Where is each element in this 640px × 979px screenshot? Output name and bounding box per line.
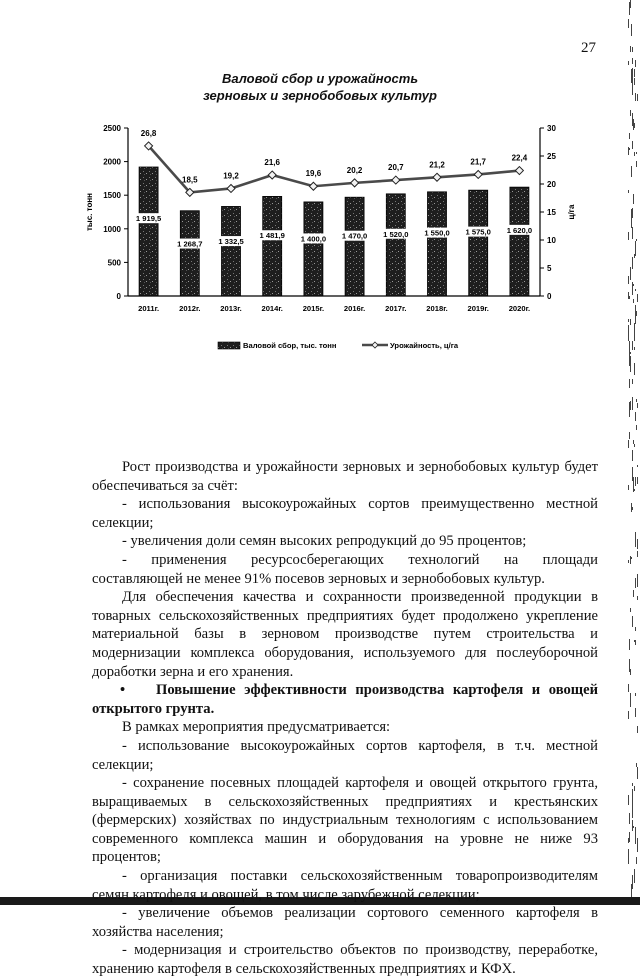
legend-line-marker	[372, 342, 378, 348]
left-tick-label: 500	[107, 258, 121, 268]
scan-noise	[635, 708, 636, 717]
bullet-icon: •	[120, 682, 126, 699]
scan-noise	[630, 110, 631, 116]
scan-noise	[630, 267, 631, 280]
scan-noise	[635, 305, 636, 320]
scan-noise	[628, 61, 629, 65]
right-tick-label: 15	[547, 208, 556, 217]
scan-noise	[630, 401, 631, 410]
scan-noise	[636, 311, 637, 316]
scan-noise	[636, 161, 637, 167]
word: технологий	[408, 551, 480, 568]
scan-noise	[635, 477, 636, 486]
scan-noise	[629, 296, 630, 299]
scan-noise	[632, 141, 633, 149]
word: ресурсосберегающих	[250, 551, 384, 568]
right-tick-label: 10	[547, 236, 556, 245]
scan-noise	[631, 26, 632, 36]
category-label: 2012г.	[179, 304, 201, 313]
scan-noise	[635, 578, 636, 583]
scan-noise	[632, 113, 633, 126]
yield-line	[149, 146, 520, 192]
right-axis-title: ц/га	[567, 204, 576, 220]
scan-noise	[628, 319, 629, 322]
category-label: 2011г.	[138, 304, 160, 313]
scan-noise	[630, 669, 631, 675]
scan-noise	[630, 352, 631, 354]
paragraph-potato-varieties: - использование высокоурожайных сортов картофеля, в т.ч. местной селекции;	[92, 737, 598, 773]
scan-noise	[637, 726, 638, 733]
scan-noise	[632, 227, 633, 239]
scan-noise	[632, 820, 633, 831]
yield-label: 22,4	[511, 153, 528, 163]
yield-label: 21,7	[470, 157, 486, 167]
scan-noise	[631, 219, 632, 228]
scan-noise	[629, 659, 630, 672]
word: площади	[542, 551, 598, 568]
scan-noise	[628, 560, 629, 563]
scan-noise	[632, 58, 633, 64]
scan-noise	[632, 616, 633, 627]
scan-noise	[632, 208, 633, 218]
scan-noise	[635, 627, 636, 631]
scan-noise	[629, 379, 630, 388]
scan-noise	[628, 440, 629, 448]
scan-noise	[636, 399, 637, 402]
word: на	[503, 551, 519, 568]
scan-noise	[634, 640, 635, 642]
scan-noise	[637, 403, 638, 408]
scan-noise	[636, 857, 637, 864]
paragraph-modernization: - модернизация и строительство объектов по производству, переработке, хранению картофеля в сельскохозяйственных предприятиях и КФХ.	[92, 942, 598, 978]
scan-noise	[637, 596, 638, 600]
yield-label: 18,5	[182, 175, 198, 185]
scan-noise	[632, 450, 633, 461]
scan-noise	[637, 539, 638, 543]
word: -	[122, 551, 127, 568]
scan-noise	[628, 485, 629, 490]
scan-noise	[632, 379, 633, 384]
bar	[345, 197, 364, 296]
yield-label: 19,6	[305, 169, 322, 179]
legend-bar-label: Валовой сбор, тыс. тонн	[243, 341, 337, 350]
bar	[304, 202, 323, 296]
left-tick-label: 1000	[103, 224, 121, 234]
left-axis-title: тыс. тонн	[85, 192, 94, 232]
chart-title	[0, 70, 640, 104]
bar-label: 1 481,9	[259, 231, 285, 241]
scan-noise	[637, 767, 638, 779]
yield-point	[268, 171, 276, 179]
scan-noise	[634, 123, 635, 128]
scan-noise	[633, 477, 634, 492]
page-number: 27	[581, 40, 596, 56]
scan-noise	[632, 467, 633, 481]
scan-noise	[633, 440, 634, 444]
category-label: 2018г.	[426, 304, 448, 313]
left-tick-label: 2000	[103, 157, 121, 167]
scan-noise	[629, 639, 630, 650]
section-heading-text: Повышение эффективности производства картофеля и овощей открытого грунта.	[92, 682, 598, 717]
right-tick-label: 20	[547, 180, 556, 189]
scan-noise	[631, 503, 632, 512]
scan-noise	[631, 166, 632, 177]
scan-noise	[632, 875, 633, 889]
section-heading-potato	[92, 681, 598, 718]
scan-noise	[628, 711, 629, 719]
scan-noise	[637, 551, 638, 557]
scan-noise	[630, 608, 631, 612]
scan-noise	[634, 152, 635, 156]
scan-noise	[632, 783, 633, 786]
category-label: 2013г.	[220, 304, 242, 313]
scan-noise	[628, 849, 629, 864]
yield-point	[309, 182, 317, 190]
right-tick-label: 25	[547, 152, 556, 161]
scan-edge-right	[626, 0, 640, 905]
category-label: 2015г.	[302, 304, 325, 313]
bar	[180, 211, 199, 296]
scan-edge-left	[0, 0, 6, 905]
scan-noise	[634, 869, 635, 883]
bar-label: 1 919,5	[135, 214, 162, 224]
scan-noise	[628, 333, 629, 341]
bar	[510, 187, 529, 296]
bar-label: 1 400,0	[300, 234, 327, 244]
paragraph-varieties: - использования высокоурожайных сортов преимущественно местной селекции;	[92, 496, 598, 531]
bar	[139, 167, 158, 296]
scan-noise	[635, 60, 636, 67]
paragraph-sales: - увеличение объемов реализации сортового семенного картофеля в хозяйства населения;	[92, 905, 598, 940]
scan-noise	[632, 341, 633, 350]
scan-noise	[637, 294, 638, 302]
yield-point	[474, 170, 482, 178]
paragraph-technologies-line1	[92, 551, 598, 570]
yield-label: 20,7	[388, 163, 404, 173]
scan-noise	[629, 402, 630, 417]
yield-point	[515, 167, 523, 175]
bar-label: 1 332,5	[218, 237, 244, 247]
bar-label: 1 620,0	[506, 225, 533, 235]
scan-noise	[635, 836, 636, 844]
paragraph-seeds: - увеличения доли семян высоких репродукций до 95 процентов;	[122, 533, 527, 550]
scan-noise	[633, 194, 634, 204]
paragraph-measures: В рамках мероприятия предусматривается:	[122, 719, 391, 736]
scan-noise	[630, 319, 631, 325]
scan-noise	[635, 241, 636, 256]
scan-noise	[630, 556, 631, 564]
scan-noise	[635, 693, 636, 696]
bar-label: 1 470,0	[341, 231, 368, 241]
scan-noise	[633, 119, 634, 130]
scan-noise	[629, 432, 630, 439]
scan-noise	[634, 254, 635, 258]
scan-noise	[632, 47, 633, 52]
scan-noise	[633, 826, 634, 828]
scan-noise	[634, 323, 635, 335]
category-label: 2017г.	[385, 304, 407, 313]
chart	[70, 110, 610, 440]
scan-noise	[635, 289, 636, 291]
scan-noise	[628, 292, 629, 299]
right-tick-label: 5	[547, 264, 552, 273]
paragraph-quality: Для обеспечения качества и сохранности произведенной продукции в товарных сельскохозяйственных предприятиях будет продолжено укрепление материальной базы в зерновом производстве путем строительства и модернизации комплекса оборудования, используемого для послеуборочной доработки зерна и его хранения.	[92, 589, 598, 680]
category-label: 2019г.	[467, 304, 489, 313]
scan-noise	[634, 347, 635, 350]
scan-noise	[628, 795, 629, 805]
scan-noise	[632, 282, 633, 295]
scan-noise	[629, 813, 630, 824]
scan-noise	[630, 693, 631, 707]
scan-noise	[631, 24, 632, 26]
bar	[263, 196, 282, 296]
scan-noise	[628, 190, 629, 193]
body-text	[92, 458, 598, 979]
scan-noise	[628, 19, 629, 28]
scan-noise	[632, 809, 633, 818]
left-tick-label: 0	[116, 292, 121, 301]
scan-noise	[629, 148, 630, 150]
scan-noise	[629, 2, 630, 15]
scan-noise	[633, 299, 634, 303]
yield-label: 21,2	[429, 160, 445, 170]
yield-label: 26,8	[140, 128, 157, 138]
right-tick-label: 0	[547, 292, 552, 301]
yield-label: 21,6	[264, 158, 280, 168]
bar-label: 1 575,0	[465, 227, 491, 237]
yield-point	[227, 184, 235, 192]
scan-noise	[635, 640, 636, 645]
scan-noise	[635, 827, 636, 836]
scan-noise	[632, 401, 633, 410]
scan-noise	[629, 133, 630, 139]
yield-label: 19,2	[223, 171, 239, 181]
scan-noise	[634, 363, 635, 375]
chart-title-line-2: зерновых и зернобобовых культур	[203, 88, 437, 103]
scan-noise	[630, 0, 631, 8]
scan-noise	[636, 152, 637, 154]
right-tick-label: 30	[547, 124, 556, 133]
paragraph-supply: - организация поставки сельскохозяйственным товаропроизводителям семян картофеля и овощей, в том числе зарубежной селекции;	[92, 868, 598, 903]
scan-noise	[634, 444, 635, 447]
scan-noise	[637, 838, 638, 852]
scan-noise	[633, 284, 634, 286]
bar	[469, 190, 488, 296]
legend-bar-swatch	[218, 342, 240, 349]
legend-line-label: Урожайность, ц/га	[390, 341, 459, 350]
scan-noise	[635, 412, 636, 421]
scan-noise	[636, 239, 637, 241]
scan-noise	[634, 489, 635, 491]
yield-label: 20,2	[346, 165, 363, 175]
scan-noise	[631, 884, 632, 897]
bar-label: 1 268,7	[177, 239, 203, 249]
yield-point	[392, 176, 400, 184]
chart-title-line-1: Валовой сбор и урожайность	[221, 71, 419, 86]
scan-noise	[634, 335, 635, 341]
scan-noise	[628, 276, 629, 284]
category-label: 2014г.	[261, 304, 283, 313]
scan-noise	[632, 789, 633, 799]
bar-label: 1 520,0	[383, 229, 409, 239]
paragraph-technologies-line2: составляющей не менее 91% посевов зерновых и зернобобовых культур.	[92, 570, 545, 587]
scan-noise	[628, 684, 629, 692]
bar	[222, 206, 241, 296]
scan-noise	[634, 786, 635, 791]
scan-noise	[628, 232, 629, 240]
scan-noise	[628, 838, 629, 843]
category-label: 2016г.	[343, 304, 366, 313]
scan-noise	[637, 477, 638, 484]
scan-noise	[637, 465, 638, 467]
scan-noise	[635, 532, 636, 547]
paragraph-areas: - сохранение посевных площадей картофеля и овощей открытого грунта, выращиваемых в сельскохозяйственных предприятиях и крестьянских (фермерских) хозяйствах по индустриальным технологиям с использованием современного комплекса машин и оборудования на уровне не ниже 93 процентов;	[92, 775, 598, 866]
scan-noise	[637, 574, 638, 587]
scan-noise	[636, 425, 637, 430]
scan-noise	[632, 798, 633, 810]
scan-noise	[629, 341, 630, 355]
scan-noise	[628, 147, 629, 155]
scan-noise	[633, 590, 634, 597]
yield-point	[351, 179, 359, 187]
scan-noise	[637, 542, 638, 549]
scan-noise	[632, 257, 633, 269]
paragraph-growth: Рост производства и урожайности зерновых и зернобобовых культур будет обеспечиваться за счёт:	[92, 459, 598, 494]
category-label: 2020г.	[508, 304, 531, 313]
scan-noise	[631, 557, 632, 559]
word: применения	[151, 551, 227, 568]
scan-noise	[630, 46, 631, 52]
left-tick-label: 2500	[103, 124, 121, 133]
scan-noise	[629, 832, 630, 842]
scan-noise	[636, 763, 637, 767]
yield-point	[433, 173, 441, 181]
bar	[428, 192, 447, 296]
scan-noise	[632, 507, 633, 510]
left-tick-label: 1500	[103, 191, 121, 201]
bar	[386, 194, 405, 296]
scan-noise	[630, 363, 631, 372]
bar-label: 1 550,0	[424, 228, 450, 238]
